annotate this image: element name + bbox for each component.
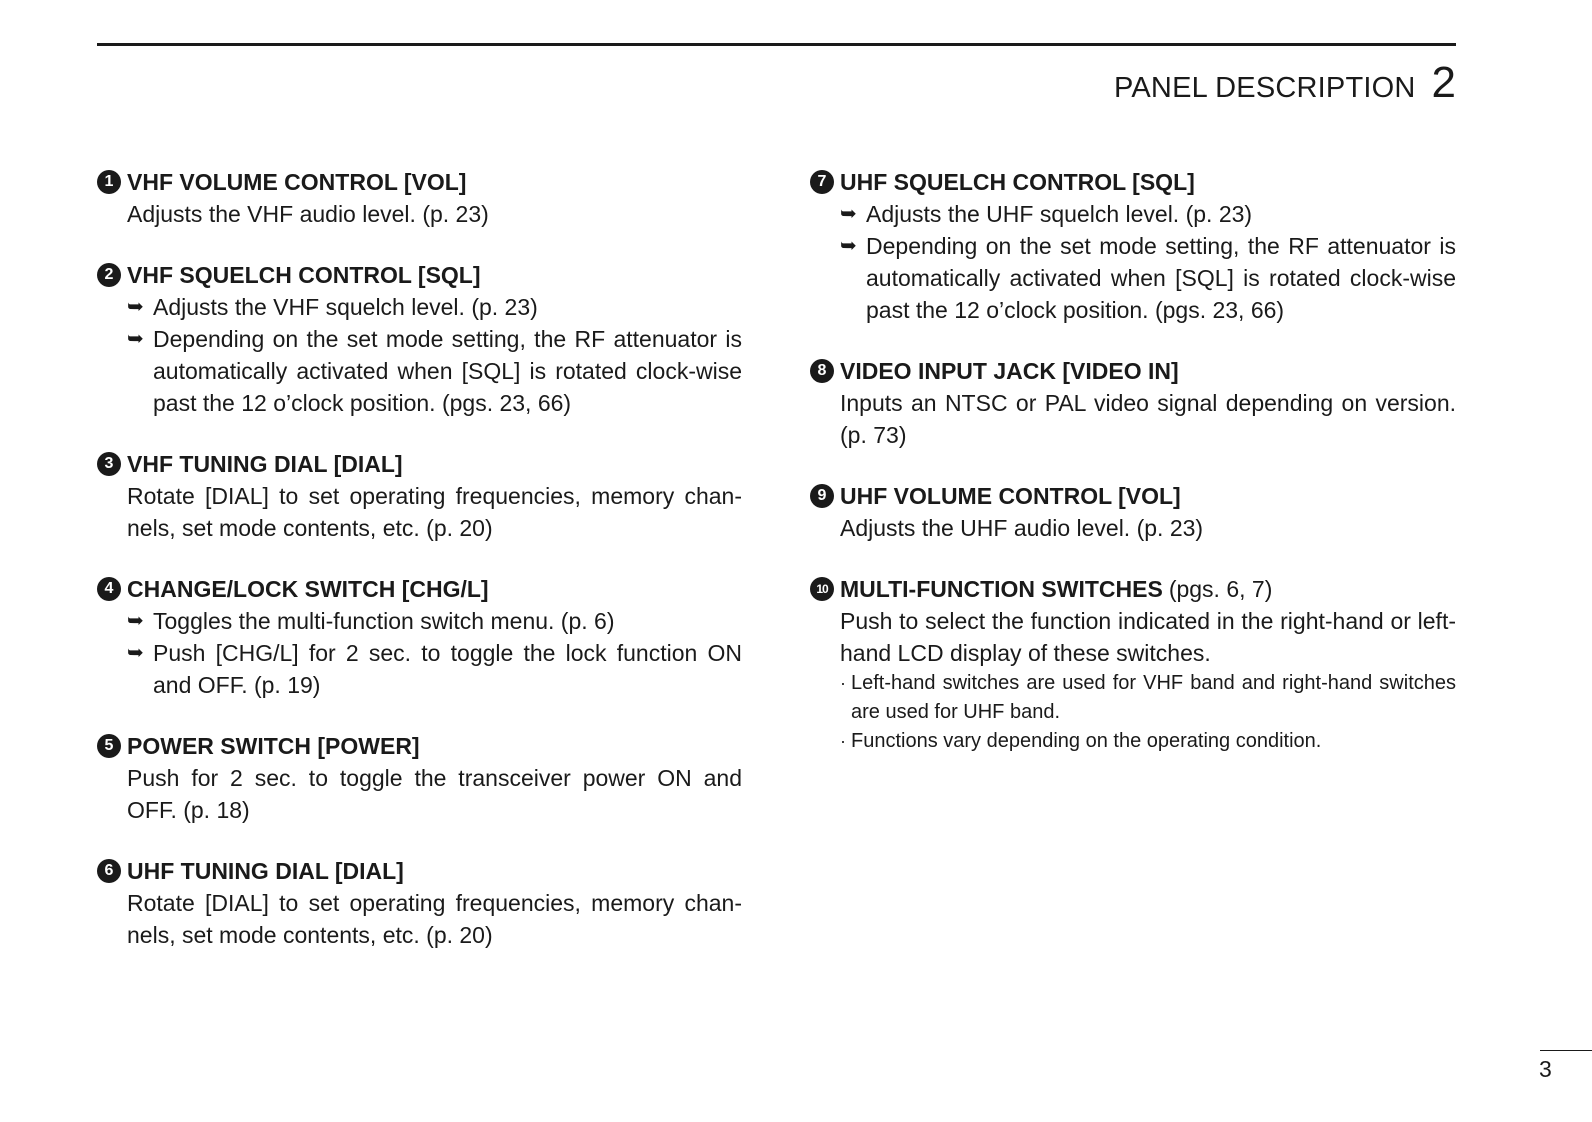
section-title: UHF SQUELCH CONTROL [SQL]: [840, 169, 1195, 195]
number-4-icon: 4: [97, 577, 121, 601]
number-6-icon: 6: [97, 859, 121, 883]
section-heading: [97, 573, 742, 605]
number-5-icon: 5: [97, 734, 121, 758]
section-heading: [97, 855, 742, 887]
header-title: PANEL DESCRIPTION: [1114, 72, 1416, 104]
section-heading: [810, 573, 1456, 605]
bullet-item: [127, 291, 742, 323]
arrow-right-icon: ➥: [127, 328, 144, 350]
bullet-item: [127, 605, 742, 637]
section-video-input-jack: [810, 355, 1456, 451]
arrow-right-icon: ➥: [127, 296, 144, 318]
section-heading: [97, 730, 742, 762]
section-vhf-squelch: [97, 259, 742, 419]
section-heading: [810, 480, 1456, 512]
section-uhf-tuning-dial: [97, 855, 742, 951]
section-body: Rotate [DIAL] to set operating frequencies, memory chan-nels, set mode contents, etc. (p. 20): [127, 890, 742, 948]
section-title: POWER SWITCH [POWER]: [127, 733, 420, 759]
bullet-dot-icon: ·: [840, 731, 846, 751]
number-3-icon: 3: [97, 452, 121, 476]
section-heading: [810, 166, 1456, 198]
section-title: MULTI-FUNCTION SWITCHES: [840, 576, 1163, 602]
note-item: [840, 727, 1456, 756]
arrow-right-icon: ➥: [127, 642, 144, 664]
arrow-right-icon: ➥: [840, 235, 857, 257]
section-title-note: (pgs. 6, 7): [1168, 576, 1273, 602]
number-9-icon: 9: [810, 484, 834, 508]
section-body: Push to select the function indicated in the right-hand or left-hand LCD display of these switches.: [840, 608, 1456, 666]
section-heading: [810, 355, 1456, 387]
note-text: Left-hand switches are used for VHF band and right-hand switches are used for UHF band.: [851, 672, 1456, 723]
bullet-item: [840, 230, 1456, 326]
section-uhf-squelch: [810, 166, 1456, 326]
section-title: UHF VOLUME CONTROL [VOL]: [840, 483, 1181, 509]
section-body: Push for 2 sec. to toggle the transceiver power ON and OFF. (p. 18): [127, 765, 742, 823]
number-7-icon: 7: [810, 170, 834, 194]
section-power-switch: [97, 730, 742, 826]
number-10-icon: 10: [810, 577, 834, 601]
section-title: VHF VOLUME CONTROL [VOL]: [127, 169, 467, 195]
top-rule: [97, 43, 1456, 46]
note-text: Functions vary depending on the operating condition.: [851, 730, 1322, 752]
section-title: VIDEO INPUT JACK [VIDEO IN]: [840, 358, 1179, 384]
left-column: [97, 166, 742, 980]
section-change-lock-switch: [97, 573, 742, 701]
section-title: UHF TUNING DIAL [DIAL]: [127, 858, 404, 884]
section-body: Adjusts the UHF audio level. (p. 23): [840, 515, 1204, 541]
bullet-text: Depending on the set mode setting, the RF attenuator is automatically activated when [SQL] is rotated clock-wise past the 12 o’clock position. (pgs. 23, 66): [153, 326, 742, 416]
bullet-item: [127, 637, 742, 701]
section-title: VHF SQUELCH CONTROL [SQL]: [127, 262, 481, 288]
bullet-dot-icon: ·: [840, 673, 846, 693]
bullet-item: [840, 198, 1456, 230]
bullet-item: [127, 323, 742, 419]
section-body: Inputs an NTSC or PAL video signal depending on version. (p. 73): [840, 390, 1456, 448]
section-heading: [97, 166, 742, 198]
section-title: CHANGE/LOCK SWITCH [CHG/L]: [127, 576, 489, 602]
page-header: [1114, 58, 1456, 108]
arrow-right-icon: ➥: [127, 610, 144, 632]
section-body: Adjusts the VHF audio level. (p. 23): [127, 201, 489, 227]
bullet-text: Depending on the set mode setting, the RF attenuator is automatically activated when [SQL] is rotated clock-wise past the 12 o’clock position. (pgs. 23, 66): [866, 233, 1456, 323]
arrow-right-icon: ➥: [840, 203, 857, 225]
page-number: 3: [1539, 1056, 1552, 1082]
note-item: [840, 669, 1456, 727]
bullet-text: Adjusts the VHF squelch level. (p. 23): [153, 294, 538, 320]
section-uhf-volume: [810, 480, 1456, 544]
section-heading: [97, 259, 742, 291]
section-title: VHF TUNING DIAL [DIAL]: [127, 451, 403, 477]
number-2-icon: 2: [97, 263, 121, 287]
number-1-icon: 1: [97, 170, 121, 194]
section-multi-function-switches: [810, 573, 1456, 756]
chapter-number: 2: [1431, 58, 1456, 107]
page-number-rule: [1540, 1050, 1592, 1051]
bullet-text: Push [CHG/L] for 2 sec. to toggle the lock function ON and OFF. (p. 19): [153, 640, 742, 698]
number-8-icon: 8: [810, 359, 834, 383]
bullet-text: Toggles the multi-function switch menu. (p. 6): [153, 608, 615, 634]
section-heading: [97, 448, 742, 480]
section-vhf-volume: [97, 166, 742, 230]
section-vhf-tuning-dial: [97, 448, 742, 544]
right-column: [810, 166, 1456, 785]
section-body: Rotate [DIAL] to set operating frequencies, memory chan-nels, set mode contents, etc. (p. 20): [127, 483, 742, 541]
bullet-text: Adjusts the UHF squelch level. (p. 23): [866, 201, 1253, 227]
